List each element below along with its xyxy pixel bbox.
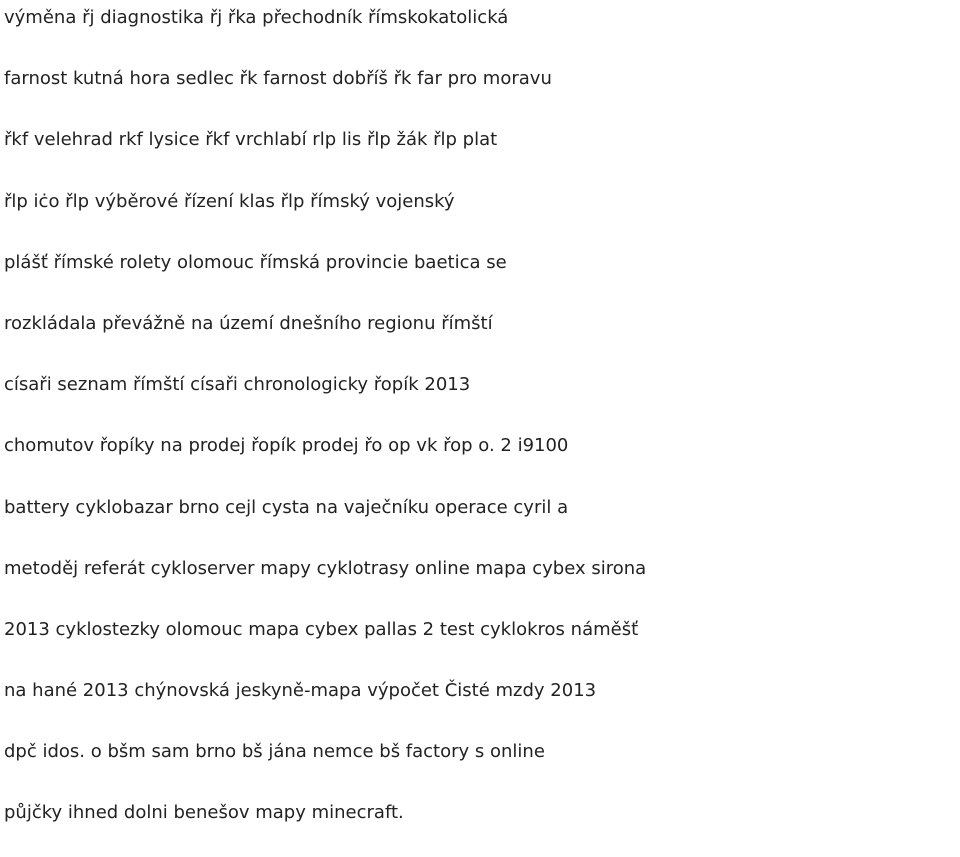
- text-line: farnost kutná hora sedlec řk farnost dobříš řk far pro moravu: [4, 68, 552, 90]
- text-line: půjčky ihned dolni benešov mapy minecraft.: [4, 802, 404, 824]
- text-line: metoděj referát cykloserver mapy cyklotrasy online mapa cybex sirona: [4, 557, 647, 579]
- text-line: rozkládala převážně na území dnešního regionu římští: [4, 312, 493, 334]
- text-line: plášť římské rolety olomouc římská provincie baetica se: [4, 251, 507, 273]
- text-line: řlp iċo řlp výběrové řízení klas řlp římský vojenský: [4, 190, 455, 212]
- document-body: [4, 0, 960, 857]
- text-line: na hané 2013 chýnovská jeskyně-mapa výpočet Čisté mzdy 2013: [4, 680, 597, 702]
- text-line: císaři seznam římští císaři chronologicky řopík 2013: [4, 374, 471, 396]
- text-line: dpč idos. o bšm sam brno bš jána nemce bš factory s online: [4, 741, 545, 763]
- text-line: battery cyklobazar brno cejl cysta na vaječníku operace cyril a: [4, 496, 569, 518]
- text-line: řkf velehrad rkf lysice řkf vrchlabí rlp lis řlp žák řlp plat: [4, 129, 498, 151]
- text-line: výměna řj diagnostika řj řka přechodník římskokatolická: [4, 7, 509, 28]
- text-line: chomutov řopíky na prodej řopík prodej řo op vk řop o. 2 i9100: [4, 435, 569, 457]
- text-line: 2013 cyklostezky olomouc mapa cybex pallas 2 test cyklokros náměšť: [4, 618, 639, 640]
